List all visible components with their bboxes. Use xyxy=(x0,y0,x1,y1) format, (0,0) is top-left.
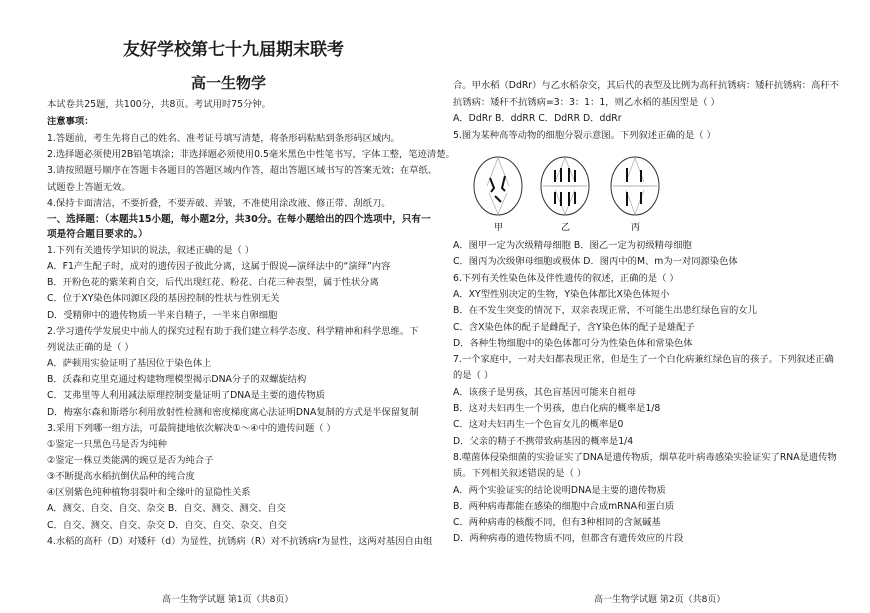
text-line: D．父亲的精子不携带致病基因的概率是1/4 xyxy=(453,435,634,447)
text-line: D．两种病毒的遗传物质不同，但都含有遗传效应的片段 xyxy=(453,533,684,545)
section-heading-cont: 项是符合题目要求的。） xyxy=(47,229,148,240)
text-line: 1.下列有关遗传学知识的说法，叙述正确的是（ ） xyxy=(47,245,255,256)
text-line: D．各种生物细胞中的染色体都可分为性染色体和常染色体 xyxy=(453,337,693,349)
cell-division-figure xyxy=(440,148,870,238)
text-line: 5.图为某种高等动物的细胞分裂示意图。下列叙述正确的是（ ） xyxy=(453,129,716,141)
figure-label-yi: 乙 xyxy=(561,223,571,233)
exam-title: 友好学校第七十九届期末联考 xyxy=(123,40,344,60)
text-line: A．两个实验证实的结论说明DNA是主要的遗传物质 xyxy=(453,484,666,496)
cell-jia xyxy=(474,157,522,215)
text-line: 6.下列有关性染色体及伴性遗传的叙述，正确的是（ ） xyxy=(453,272,679,284)
cell-yi xyxy=(541,157,589,215)
page-footer: 高一生物学试题 第2页（共8页） xyxy=(594,595,726,605)
text-line: C．自交、测交、自交、杂交 D．自交、自交、杂交、自交 xyxy=(47,519,287,531)
exam-intro: 本试卷共25题，共100分，共8页。考试用时75分钟。 xyxy=(47,99,271,110)
text-line: A．萨顿用实验证明了基因位于染色体上 xyxy=(47,358,212,370)
text-line: 2.选择题必须使用2B铅笔填涂；非选择题必须使用0.5毫米黑色中性笔书写，字体工整，笔迹清楚。 xyxy=(47,149,455,161)
text-line: ②鉴定一株豆类能满的豌豆是否为纯合子 xyxy=(47,454,214,466)
text-line: 合。甲水稻（DdRr）与乙水稻杂交，其后代的表型及比例为高秆抗锈病：矮秆抗锈病：高秆不 xyxy=(453,80,839,91)
text-line: B．两种病毒都能在感染的细胞中合成mRNA和蛋白质 xyxy=(453,500,675,512)
text-line: C．含X染色体的配子是雌配子，含Y染色体的配子是雄配子 xyxy=(453,321,695,333)
text-line: 2.学习遗传学发展史中前人的探究过程有助于我们建立科学态度、科学精神和科学思维。下 xyxy=(47,325,419,337)
figure-label-jia: 甲 xyxy=(494,223,504,233)
text-line: A．图甲一定为次级精母细胞 B．图乙一定为初级精母细胞 xyxy=(453,240,692,251)
text-line: 7.一个家庭中，一对夫妇都表现正常，但是生了一个白化病兼红绿色盲的孩子。下列叙述正确 xyxy=(453,354,834,366)
page-right xyxy=(440,0,870,613)
text-line: C．两种病毒的核酸不同，但有3种相同的含氮碱基 xyxy=(453,517,661,529)
text-line: D．梅塞尔森和斯塔尔利用放射性检测和密度梯度离心法证明DNA复制的方式是半保留复制 xyxy=(47,406,419,418)
text-line: A．F1产生配子时，成对的遗传因子彼此分离，这属于假说—演绎法中的“演绎”内容 xyxy=(47,261,391,273)
text-line: A．XY型性别决定的生物，Y染色体都比X染色体短小 xyxy=(453,288,670,300)
cell-division-diagram xyxy=(455,148,695,238)
figure-label-bing: 丙 xyxy=(631,223,641,233)
text-line: 列说法正确的是（ ） xyxy=(47,341,134,353)
section-heading: 一、选择题：（本题共15小题，每小题2分，共30分。在每小题给出的四个选项中，只有一 xyxy=(47,214,431,225)
text-line: ①鉴定一只黑色马是否为纯种 xyxy=(47,438,167,450)
text-line: B．沃森和克里克通过构建物理模型揭示DNA分子的双螺旋结构 xyxy=(47,374,307,386)
text-line: A．测交、自交、自交、杂交 B．自交、测交、测交、自交 xyxy=(47,503,286,515)
text-line: C．艾弗里等人利用减法原理控制变量证明了DNA是主要的遗传物质 xyxy=(47,390,325,402)
text-line: 3.请按照题号顺序在答题卡各题目的答题区域内作答，超出答题区域书写的答案无效；在草纸、 xyxy=(47,165,438,177)
text-line: 质。下列相关叙述错误的是（ ） xyxy=(453,468,587,480)
text-line: D．受精卵中的遗传物质一半来自精子，一半来自卵细胞 xyxy=(47,309,278,321)
text-line: B．开粉色花的紫茉莉自交，后代出现红花、粉花、白花三种表型，属于性状分离 xyxy=(47,277,379,289)
page-footer: 高一生物学试题 第1页（共8页） xyxy=(162,595,294,605)
text-line: A．该孩子是男孩，其色盲基因可能来自祖母 xyxy=(453,386,637,398)
text-line: C．位于XY染色体同源区段的基因控制的性状与性别无关 xyxy=(47,293,280,305)
cell-bing xyxy=(611,157,659,215)
text-line: 试题卷上答题无效。 xyxy=(47,181,131,193)
text-line: A．DdRr B．ddRR C．DdRR D．ddRr xyxy=(453,113,622,124)
text-line: ③不断提高水稻抗倒伏品种的纯合度 xyxy=(47,471,195,483)
text-line: C．图丙为次级卵母细胞或极体 D．图丙中的M、m为一对同源染色体 xyxy=(453,256,738,268)
text-line: C．这对夫妇再生一个色盲女儿的概率是0 xyxy=(453,419,624,431)
text-line: 4.水稻的高秆（D）对矮秆（d）为显性，抗锈病（R）对不抗锈病r为显性，这两对基因自由组 xyxy=(47,535,433,547)
text-line: 1.答题前，考生先将自己的姓名、准考证号填写清楚，将条形码粘贴到条形码区域内。 xyxy=(47,133,400,144)
text-line: B．这对夫妇再生一个男孩，患白化病的概率是1/8 xyxy=(453,403,661,414)
exam-subject: 高一生物学 xyxy=(191,74,267,92)
text-line: 4.保持卡面清洁，不要折叠，不要弄破、弄皱，不准使用涂改液、修正带、刮纸刀。 xyxy=(47,197,391,209)
text-line: B．在不发生突变的情况下，双亲表现正常，不可能生出患红绿色盲的女儿 xyxy=(453,305,757,317)
text-line: ④区别紫色纯种植物羽裂叶和全缘叶的显隐性关系 xyxy=(47,487,251,499)
text-line: 8.噬菌体侵染细菌的实验证实了DNA是遗传物质，烟草花叶病毒感染实验证实了RNA是遗传物 xyxy=(453,451,837,463)
text-line: 的是（ ） xyxy=(453,370,494,382)
text-line: 3.采用下列哪一组方法，可最简捷地依次解决①～④中的遗传问题（ ） xyxy=(47,422,336,434)
text-line: 抗锈病：矮秆不抗锈病=3：3：1：1，则乙水稻的基因型是（ ） xyxy=(453,96,720,108)
notice-heading: 注意事项： xyxy=(47,116,94,127)
